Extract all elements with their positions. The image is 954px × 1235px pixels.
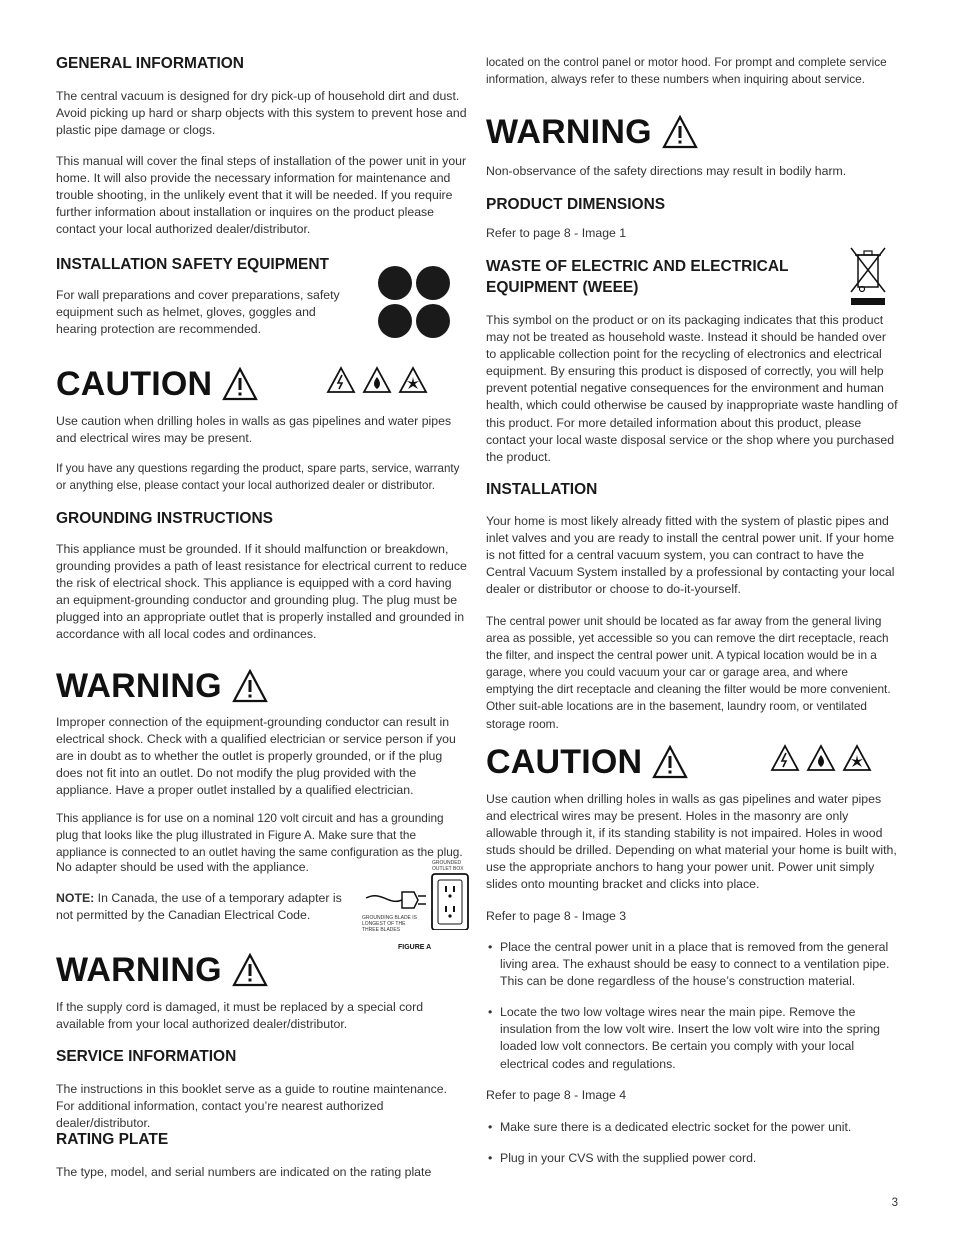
figure-grounded-box-label: GROUNDED OUTLET BOX <box>432 860 464 872</box>
caution-right-ref2: Refer to page 8 - Image 4 <box>486 1088 627 1102</box>
page-number: 3 <box>891 1197 898 1209</box>
warning-1-p2: This appliance is for use on a nominal 120 volt circuit and has a grounding plug that looks like the plug illustrated in Figure A. Make sure that the appliance is connected to an outlet having the same configuration as the plug. <box>56 811 463 860</box>
caution-right-bullets-2 <box>486 1119 898 1167</box>
ppe-icons <box>378 266 450 338</box>
warning-triangle-icon <box>662 115 698 149</box>
warning-title-right <box>486 112 698 152</box>
warning-triangle-icon <box>222 367 258 401</box>
gloves-icon <box>378 266 412 300</box>
figure-blade-label: GROUNDING BLADE IS LONGEST OF THE THREE BLADES <box>362 915 418 933</box>
helmet-icon <box>416 304 450 338</box>
warning-title-1-text: WARNING <box>56 667 222 705</box>
fire-hazard-icon <box>362 366 392 394</box>
warning-2-text: If the supply cord is damaged, it must be replaced by a special cord available from your local authorized dealer/distributor. <box>56 1000 424 1032</box>
service-text: The instructions in this booklet serve as a guide to routine maintenance. For additional information, contact you’re nearest authorized dealer/distributor. <box>56 1082 447 1131</box>
canada-note <box>56 890 348 924</box>
warning-title-2-text: WARNING <box>56 951 222 989</box>
general-information-heading: GENERAL INFORMATION <box>56 55 245 72</box>
warning-right-text: Non-observance of the safety directions may result in bodily harm. <box>486 164 847 178</box>
warning-triangle-icon <box>652 745 688 779</box>
electrical-hazard-icon <box>326 366 356 394</box>
caution-right-bullets-1 <box>486 939 898 1073</box>
figure-a <box>362 860 472 955</box>
caution-right-ref1: Refer to page 8 - Image 3 <box>486 909 627 923</box>
weee-heading: WASTE OF ELECTRIC AND ELECTRICAL EQUIPMENT (WEEE) <box>486 258 789 296</box>
note-text: In Canada, the use of a temporary adapter is not permitted by the Canadian Electrical Code. <box>56 891 342 923</box>
caution-title-right-text: CAUTION <box>486 743 643 781</box>
figure-caption: FIGURE A <box>398 944 432 951</box>
installation-p1: Your home is most likely already fitted with the system of plastic pipes and inlet valves and you are ready to install the central power unit. If your home is not fitted for a central vacuum system, you can contract to have the Central Vacuum System installed by a professional by contacting your local dealer or distributor or choose to do-it-yourself. <box>486 514 895 597</box>
caution-title-text: CAUTION <box>56 365 213 403</box>
list-item: • Place the central power unit in a place that is removed from the general living area. The exhaust should be easy to connect to a ventilation pipe. This can be done regardless of the house’s construction material. <box>486 939 898 990</box>
hazard-icons <box>326 366 428 394</box>
caution-title <box>56 364 258 404</box>
safety-equipment-heading: INSTALLATION SAFETY EQUIPMENT <box>56 256 329 273</box>
safety-equipment-text: For wall preparations and cover preparations, safety equipment such as helmet, gloves, goggles and hearing protection are recommended. <box>56 288 340 337</box>
caution-title-right <box>486 742 688 782</box>
rating-plate-text: The type, model, and serial numbers are indicated on the rating plate <box>56 1165 432 1179</box>
warning-triangle-icon <box>232 953 268 987</box>
warning-1-p3: No adapter should be used with the appliance. <box>56 860 309 874</box>
caution-p2: If you have any questions regarding the product, spare parts, service, warranty or anything else, please contact your local authorized dealer or distributor. <box>56 462 460 493</box>
fire-hazard-icon <box>806 744 836 772</box>
explosion-hazard-icon <box>398 366 428 394</box>
electrical-hazard-icon <box>770 744 800 772</box>
rating-plate-heading: RATING PLATE <box>56 1131 169 1148</box>
warning-1-p1: Improper connection of the equipment-grounding conductor can result in electrical shock. Check with a qualified electrician or service person if you are in doubt as to whether the outlet is properly grounded, or if the plug does not fit into an outlet. Do not modify the plug provided with the appliance. Have a proper outlet installed by a qualified electrician. <box>56 715 456 798</box>
general-information-p2: This manual will cover the final steps of installation of the power unit in your home. It will also provide the necessary information for maintenance and trouble shooting, in the unlikely event that it will be needed. If you require further information about installation or inquires on the product please contact your local authorized dealer/distributor. <box>56 154 467 237</box>
warning-title-right-text: WARNING <box>486 113 652 151</box>
grounding-text: This appliance must be grounded. If it should malfunction or breakdown, grounding provides a path of least resistance for electrical current to reduce the risk of electrical shock. This appliance is equipped with a cord having an equipment-grounding conductor and grounding plug. The plug must be plugged into an appropriate outlet that is properly installed and grounded in accordance with all local codes and ordinances. <box>56 542 467 642</box>
warning-title-2 <box>56 950 268 990</box>
goggles-icon <box>416 266 450 300</box>
installation-p2: The central power unit should be located as far away from the general living area as possible, yet accessible so you can remove the dirt receptacle, reach the filter, and inspect the central power unit. A typical location would be in a garage, where you could vacuum your car or garage area, and where emptying the dirt receptacle and cleaning the filter would be more convenient. Other suit-able locations are in the basement, laundry room, or ventilated storage room. <box>486 614 891 731</box>
installation-heading: INSTALLATION <box>486 481 598 498</box>
list-item: • Locate the two low voltage wires near the main pipe. Remove the insulation from the low volt wire. Insert the low volt wire into the spring loaded low volt connectors. Be certain you comply with your local electrical codes and regulations. <box>486 1004 898 1072</box>
hazard-icons-right <box>770 744 872 772</box>
weee-text: This symbol on the product or on its packaging indicates that this product may not be treated as household waste. Instead it should be handed over to applicable collection point for the recycling of electronics and electrical equipment. By ensuring this product is disposed of correctly, you will help prevent potential negative consequences for the environment and human health, which could otherwise be caused by inappropriate waste handling of this product. For more detailed information about this product, please contact your local waste disposal service or the shop where you purchased the product. <box>486 313 898 464</box>
crossed-bin-icon <box>848 245 888 307</box>
general-information-p1: The central vacuum is designed for dry pick-up of household dirt and dust. Avoid picking up hard or sharp objects with this system to prevent hose and plastic pipe damage or clogs. <box>56 89 467 138</box>
rating-plate-continued: located on the control panel or motor hood. For prompt and complete service information, always refer to these numbers when inquiring about service. <box>486 55 887 87</box>
caution-p1: Use caution when drilling holes in walls as gas pipelines and water pipes and electrical wires may be present. <box>56 414 452 446</box>
warning-title-1 <box>56 666 268 706</box>
warning-triangle-icon <box>232 669 268 703</box>
explosion-hazard-icon <box>842 744 872 772</box>
product-dimensions-ref: Refer to page 8 - Image 1 <box>486 226 627 240</box>
caution-right-p1: Use caution when drilling holes in walls as gas pipelines and water pipes and electrical wires may be present. Holes in the masonry are only allowable through it, if its standing stability is not impaired. Holes in wood studs should be drilled. Depending on what material your home is built with, use the appropriate anchors to hang your power unit. Power unit simply slides onto mounting bracket and clicks into place. <box>486 792 897 892</box>
service-heading: SERVICE INFORMATION <box>56 1048 237 1065</box>
note-label: NOTE: <box>56 891 95 905</box>
grounding-heading: GROUNDING INSTRUCTIONS <box>56 510 273 527</box>
product-dimensions-heading: PRODUCT DIMENSIONS <box>486 196 666 213</box>
list-item: • Make sure there is a dedicated electric socket for the power unit. <box>486 1119 898 1136</box>
list-item: • Plug in your CVS with the supplied power cord. <box>486 1150 898 1167</box>
hearing-protection-icon <box>378 304 412 338</box>
